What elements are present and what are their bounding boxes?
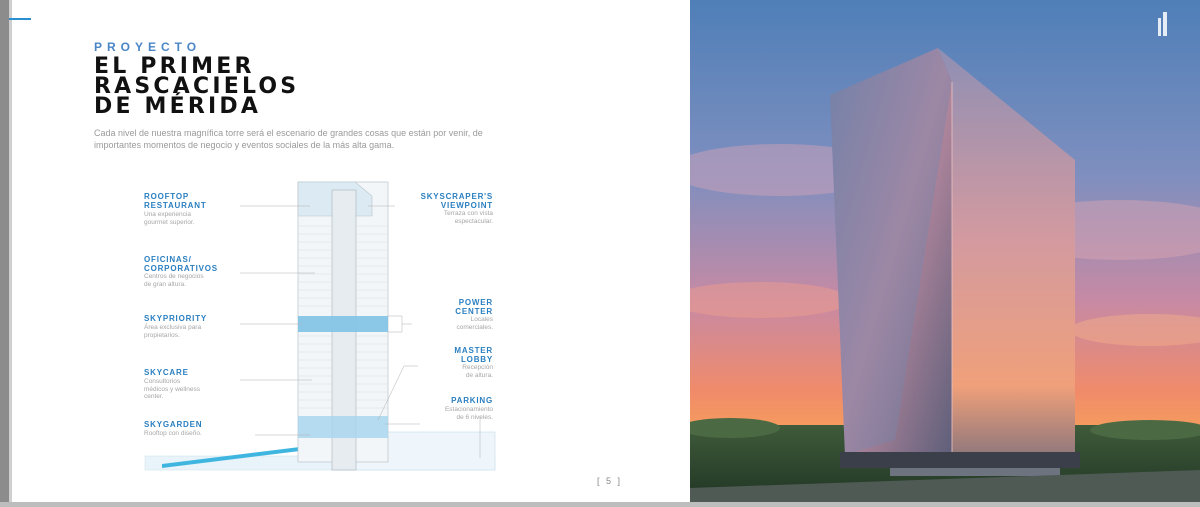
label-parking: PARKING xyxy=(451,396,493,405)
intro-paragraph: Cada nivel de nuestra magnífica torre será el escenario de grandes cosas que están por venir, de importantes momentos de negocio y eventos sociales de la más alta gama. xyxy=(94,128,483,150)
label-power-center-desc: Locales comerciales. xyxy=(456,316,493,331)
section-eyebrow: PROYECTO xyxy=(94,40,202,54)
headline-line-2: RASCACIELOS xyxy=(94,74,300,99)
label-rooftop-restaurant xyxy=(144,192,207,210)
viewer-bottom-band xyxy=(0,502,1200,507)
label-oficinas-desc: Centros de negocios de gran altura. xyxy=(144,273,204,288)
label-viewpoint: SKYSCRAPER'S VIEWPOINT xyxy=(420,192,493,210)
label-parking-desc: Estacionamiento de 6 niveles. xyxy=(444,406,493,421)
skypriority-band xyxy=(298,316,388,332)
label-power-center: POWER CENTER xyxy=(455,298,493,316)
label-title: ROOFTOP RESTAURANT xyxy=(144,192,207,210)
label-master-lobby: MASTER LOBBY xyxy=(454,346,493,364)
label-viewpoint-desc: Terraza con vista espectacular. xyxy=(443,210,493,225)
tower-photo xyxy=(690,0,1200,502)
label-oficinas: OFICINAS/ CORPORATIVOS xyxy=(144,255,218,273)
label-skygarden: SKYGARDEN xyxy=(144,420,203,429)
label-skypriority: SKYPRIORITY xyxy=(144,314,208,323)
label-skypriority-desc: Área exclusiva para propietarios. xyxy=(144,324,202,339)
page-number: [ 5 ] xyxy=(597,476,623,486)
headline-line-1: EL PRIMER xyxy=(94,54,255,79)
page-headline xyxy=(94,54,300,119)
tower-podium xyxy=(840,452,1080,468)
label-skycare-desc: Consultorios médicos y wellness center. xyxy=(144,378,200,400)
lobby-band xyxy=(298,416,388,438)
viewer-left-edge xyxy=(0,0,9,507)
headline-line-3: DE MÉRIDA xyxy=(94,94,262,119)
accent-line xyxy=(9,18,31,20)
label-skygarden-desc: Rooftop con diseño. xyxy=(144,430,202,437)
label-skycare: SKYCARE xyxy=(144,368,189,377)
label-master-lobby-desc: Recepción de altura. xyxy=(462,364,493,379)
label-rooftop-desc: Una experiencia gourmet superior. xyxy=(144,211,195,226)
